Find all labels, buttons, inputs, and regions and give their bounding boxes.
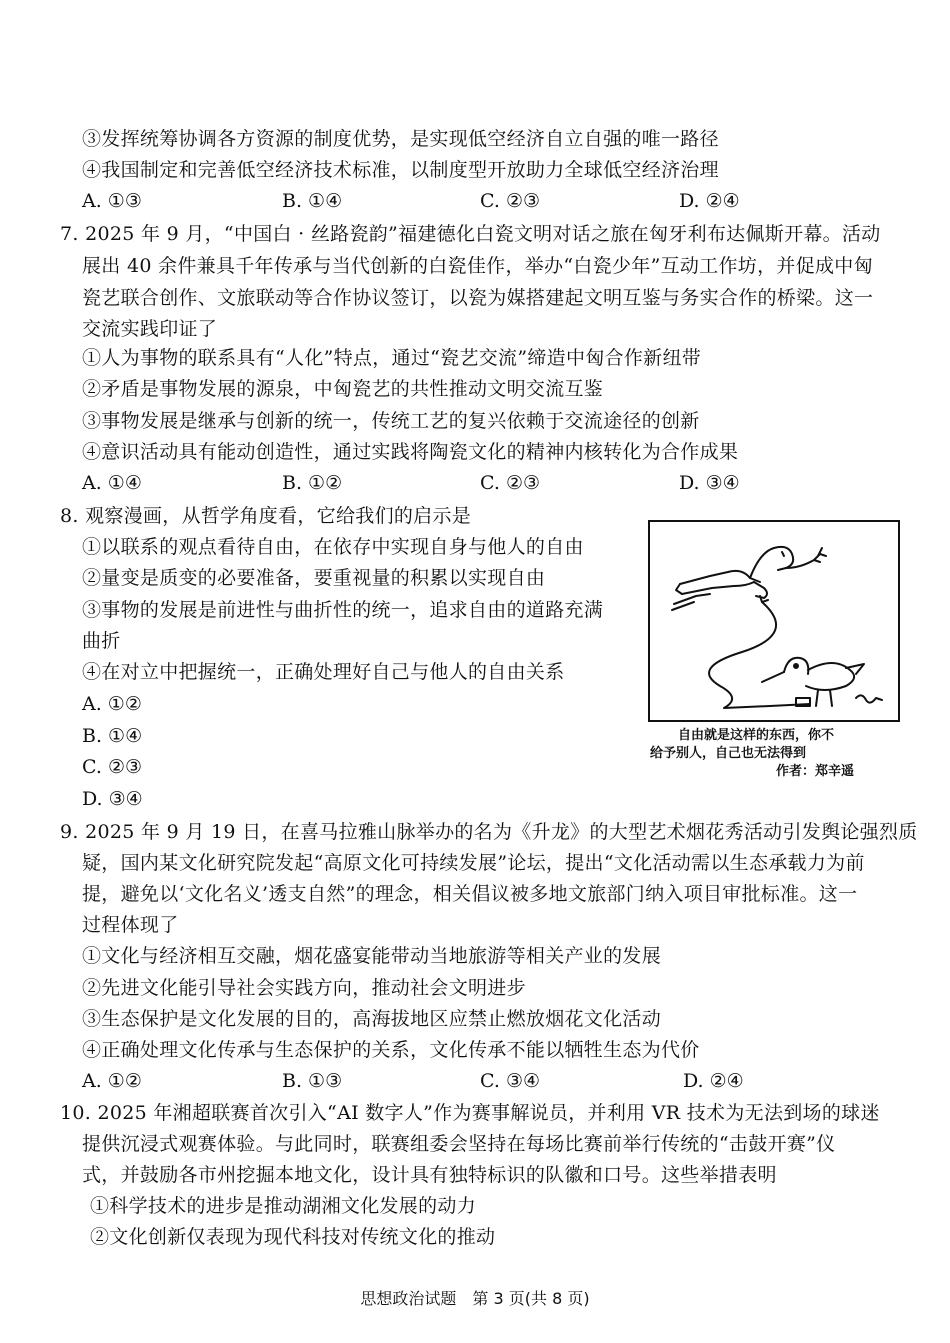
q7-statement-4: ④意识活动具有能动创造性，通过实践将陶瓷文化的精神内核转化为合作成果 xyxy=(82,441,739,463)
q7-statement-3: ③事物发展是继承与创新的统一，传统工艺的复兴依赖于交流途径的创新 xyxy=(82,410,700,432)
q7-option-c: C. ②③ xyxy=(480,472,541,494)
q6-statement-3: ③发挥统筹协调各方资源的制度优势，是实现低空经济自立自强的唯一路径 xyxy=(82,128,719,150)
q9-option-c: C. ③④ xyxy=(480,1070,541,1092)
q9-option-b: B. ①③ xyxy=(282,1070,343,1092)
q8-stem: 8. 观察漫画，从哲学角度看，它给我们的启示是 xyxy=(60,505,472,527)
q10-stem-line-2: 提供沉浸式观赛体验。与此同时，联赛组委会坚持在每场比赛前举行传统的“击鼓开赛”仪 xyxy=(82,1133,836,1155)
q8-option-b: B. ①④ xyxy=(82,725,143,747)
q7-stem-line-3: 瓷艺联合创作、文旅联动等合作协议签订，以瓷为媒搭建起文明互鉴与务实合作的桥梁。这一 xyxy=(82,287,874,309)
q10-statement-1: ①科学技术的进步是推动湖湘文化发展的动力 xyxy=(90,1195,477,1217)
q9-statement-4: ④正确处理文化传承与生态保护的关系，文化传承不能以牺牲生态为代价 xyxy=(82,1039,700,1061)
q10-statement-2: ②文化创新仅表现为现代科技对传统文化的推动 xyxy=(90,1226,496,1248)
q9-stem-line-3: 提，避免以‘文化名义’透支自然”的理念，相关倡议被多地文旅部门纳入项目审批标准。这一 xyxy=(82,883,858,905)
q6-option-a: A. ①③ xyxy=(82,190,142,212)
q9-stem-line-4: 过程体现了 xyxy=(82,914,179,936)
q7-option-b: B. ①② xyxy=(282,472,343,494)
cartoon-caption-line-2: 给予别人，自己也无法得到 xyxy=(650,746,807,761)
q8-statement-1: ①以联系的观点看待自由，在依存中实现自身与他人的自由 xyxy=(82,536,584,558)
q9-statement-1: ①文化与经济相互交融，烟花盛宴能带动当地旅游等相关产业的发展 xyxy=(82,945,662,967)
q7-statement-1: ①人为事物的联系具有“人化”特点，通过“瓷艺交流”缔造中匈合作新纽带 xyxy=(82,347,702,369)
q7-statement-2: ②矛盾是事物发展的源泉，中匈瓷艺的共性推动文明交流互鉴 xyxy=(82,378,604,400)
q7-stem-line-1: 7. 2025 年 9 月，“中国白 · 丝路瓷韵”福建德化白瓷文明对话之旅在匈牙利布达佩斯开幕。活动 xyxy=(60,223,881,245)
cartoon-caption-line-1: 自由就是这样的东西，你不 xyxy=(678,728,835,743)
q10-stem-line-1: 10. 2025 年湘超联赛首次引入“AI 数字人”作为赛事解说员，并利用 VR 技术为无法到场的球迷 xyxy=(60,1102,880,1124)
q6-option-d: D. ②④ xyxy=(679,190,740,212)
q6-statement-4: ④我国制定和完善低空经济技术标准，以制度型开放助力全球低空经济治理 xyxy=(82,159,719,181)
q8-statement-3b: 曲折 xyxy=(82,630,121,652)
q7-stem-line-2: 展出 40 余件兼具千年传承与当代创新的白瓷佳作，举办“白瓷少年”互动工作坊，并促成中匈 xyxy=(82,255,873,277)
q6-option-b: B. ①④ xyxy=(282,190,343,212)
q8-option-a: A. ①② xyxy=(82,693,142,715)
q8-option-d: D. ③④ xyxy=(82,788,143,810)
cartoon-frame xyxy=(648,520,900,722)
q10-stem-line-3: 式，并鼓励各市州挖掘本地文化，设计具有独特标识的队徽和口号。这些举措表明 xyxy=(82,1164,777,1186)
q8-statement-2: ②量变是质变的必要准备，要重视量的积累以实现自由 xyxy=(82,567,546,589)
cartoon-drawing xyxy=(650,522,898,720)
q8-statement-4: ④在对立中把握统一，正确处理好自己与他人的自由关系 xyxy=(82,661,565,683)
q8-option-c: C. ②③ xyxy=(82,756,143,778)
q7-option-a: A. ①④ xyxy=(82,472,142,494)
q9-option-d: D. ②④ xyxy=(683,1070,744,1092)
q9-statement-3: ③生态保护是文化发展的目的，高海拔地区应禁止燃放烟花文化活动 xyxy=(82,1008,662,1030)
q7-stem-line-4: 交流实践印证了 xyxy=(82,318,218,340)
q6-option-c: C. ②③ xyxy=(480,190,541,212)
q9-stem-line-1: 9. 2025 年 9 月 19 日，在喜马拉雅山脉举办的名为《升龙》的大型艺术烟花秀活动引发舆论强烈质 xyxy=(60,821,918,843)
cartoon-author: 作者：郑辛遥 xyxy=(776,764,855,779)
q9-stem-line-2: 疑，国内某文化研究院发起“高原文化可持续发展”论坛，提出“文化活动需以生态承载力为前 xyxy=(82,852,865,874)
q9-option-a: A. ①② xyxy=(82,1070,142,1092)
q8-statement-3a: ③事物的发展是前进性与曲折性的统一，追求自由的道路充满 xyxy=(82,599,604,621)
page-footer: 思想政治试题 第 3 页(共 8 页) xyxy=(360,1289,590,1308)
q7-option-d: D. ③④ xyxy=(679,472,740,494)
q9-statement-2: ②先进文化能引导社会实践方向，推动社会文明进步 xyxy=(82,977,526,999)
